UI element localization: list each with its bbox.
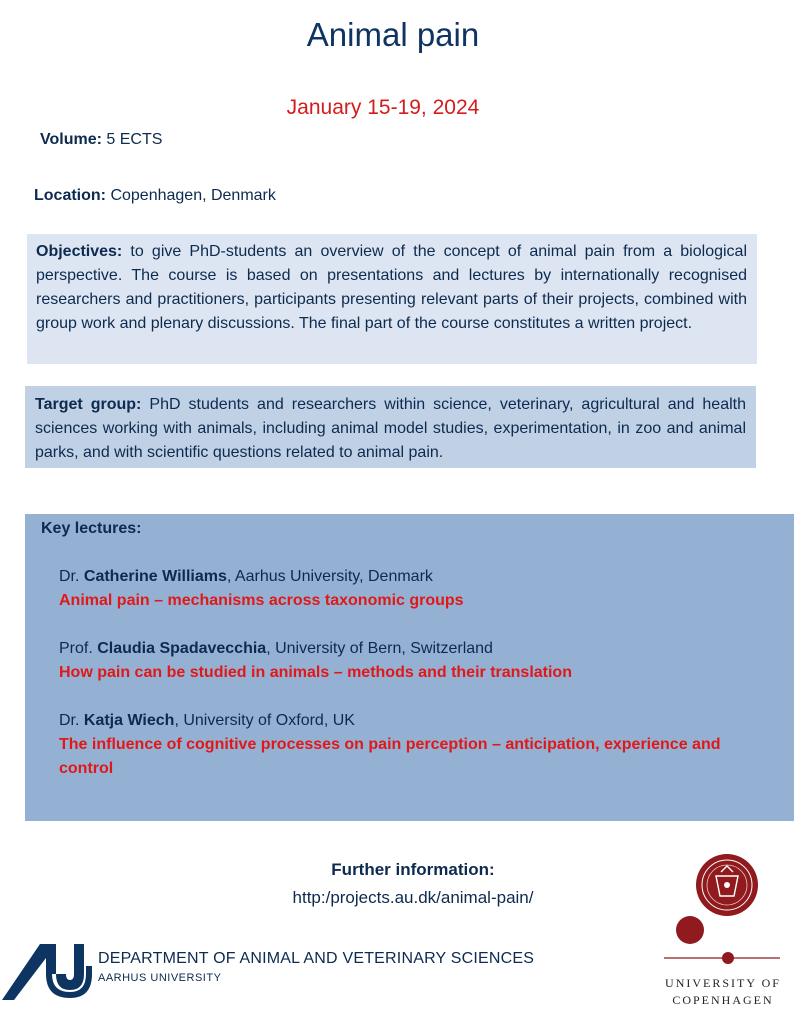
lecturer-line: [59, 637, 776, 661]
university-seal-icon: [694, 852, 760, 918]
objectives-box: [27, 234, 757, 364]
target-group-label: Target group:: [35, 396, 142, 413]
target-group-text: PhD students and researchers within science, veterinary, agricultural and health sciences working with animals, including animal model studies, experimentation, in zoo and animal parks, and with scientific questions related to animal pain.: [35, 396, 747, 461]
lecturer-line: [59, 565, 776, 589]
lecturer-affiliation: , University of Oxford, UK: [174, 712, 355, 729]
university-name: AARHUS UNIVERSITY: [98, 972, 222, 984]
key-lectures-box: [25, 514, 794, 821]
wordmark-line-1: UNIVERSITY OF: [665, 976, 781, 990]
course-dates: January 15-19, 2024: [286, 96, 480, 119]
lecturer-title: Dr.: [59, 712, 84, 729]
lecture-item: [41, 709, 776, 781]
lecturer-name: Claudia Spadavecchia: [97, 640, 267, 657]
key-lectures-heading: Key lectures:: [41, 520, 142, 537]
lecture-title: How pain can be studied in animals – methods and their translation: [59, 664, 572, 681]
lecturer-name: Catherine Williams: [83, 568, 227, 585]
lecturer-name: Katja Wiech: [83, 712, 175, 729]
aarhus-university-logo-icon: [0, 942, 92, 1002]
target-group-box: [25, 386, 756, 468]
objectives-text: to give PhD-students an overview of the concept of animal pain from a biological perspective. The course is based on presentations and lectures by internationally recognised researchers and practitioners, participants presenting relevant parts of their projects, combined with group work and plenary discussions. The final part of the course constitutes a written project.: [36, 243, 747, 332]
volume-line: [40, 131, 162, 149]
further-info-heading: Further information:: [331, 860, 495, 879]
volume-value: 5 ECTS: [101, 131, 163, 148]
further-information: [200, 856, 626, 912]
lecture-item: [41, 637, 776, 685]
lecturer-affiliation: , University of Bern, Switzerland: [266, 640, 493, 657]
university-dots-icon: [660, 912, 780, 968]
location-value: Copenhagen, Denmark: [106, 187, 276, 204]
further-info-link[interactable]: http:/projects.au.dk/animal-pain/: [292, 888, 534, 907]
location-line: [34, 187, 276, 205]
lecturer-affiliation: , Aarhus University, Denmark: [226, 568, 433, 585]
volume-label: Volume:: [40, 131, 102, 148]
location-label: Location:: [34, 187, 106, 204]
lecturer-title: Dr.: [59, 568, 84, 585]
department-name: DEPARTMENT OF ANIMAL AND VETERINARY SCIENCES: [98, 950, 535, 967]
lecture-title: Animal pain – mechanisms across taxonomic groups: [59, 592, 464, 609]
objectives-label: Objectives:: [36, 243, 123, 260]
lecture-title: The influence of cognitive processes on pain perception – anticipation, experience and control: [59, 736, 721, 777]
page-title: Animal pain: [306, 16, 480, 53]
lecture-item: [41, 565, 776, 613]
university-of-copenhagen-wordmark: [660, 975, 786, 1009]
lecturer-line: [59, 709, 776, 733]
wordmark-line-2: COPENHAGEN: [672, 993, 774, 1007]
lecturer-title: Prof.: [59, 640, 98, 657]
